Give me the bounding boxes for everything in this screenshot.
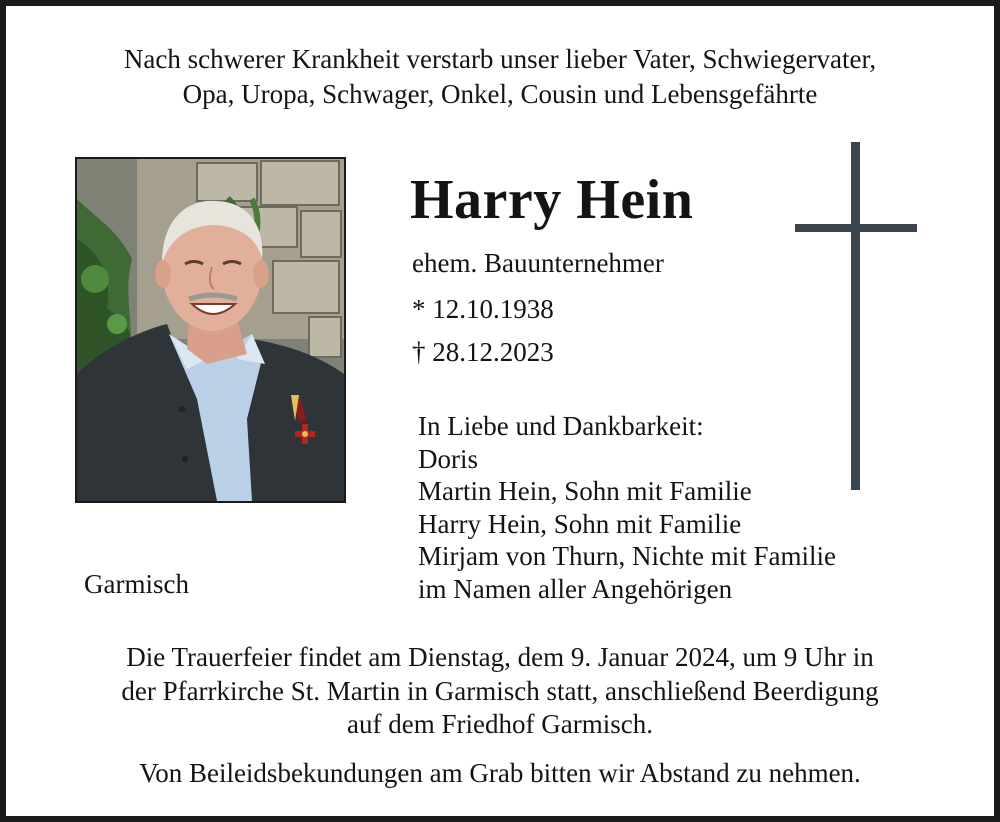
deceased-name: Harry Hein	[410, 169, 694, 231]
intro-line-2: Opa, Uropa, Schwager, Onkel, Cousin und Lebensgefährte	[182, 79, 818, 109]
mourner-name: Doris	[418, 443, 478, 474]
service-line-3: auf dem Friedhof Garmisch.	[347, 709, 653, 739]
mourners-list	[418, 410, 836, 606]
mourner-name: im Namen aller Angehörigen	[418, 573, 733, 604]
funeral-service-text	[40, 641, 960, 742]
mourner-name: Mirjam von Thurn, Nichte mit Familie	[418, 541, 836, 572]
mourner-name: Martin Hein, Sohn mit Familie	[418, 476, 752, 507]
place-name: Garmisch	[84, 569, 189, 599]
portrait-photo	[75, 157, 346, 503]
deceased-profession: ehem. Bauunternehmer	[412, 248, 664, 278]
intro-line-1: Nach schwerer Krankheit verstarb unser lieber Vater, Schwiegervater,	[123, 44, 877, 74]
birth-date: * 12.10.1938	[412, 294, 554, 324]
condolence-notice: Von Beileidsbekundungen am Grab bitten wir Abstand zu nehmen.	[139, 758, 861, 788]
service-line-2: der Pfarrkirche St. Martin in Garmisch statt, anschließend Beerdigung	[121, 675, 879, 706]
intro-text	[20, 42, 980, 112]
service-line-1: Die Trauerfeier findet am Dienstag, dem 9. Januar 2024, um 9 Uhr in	[126, 642, 874, 672]
death-date: † 28.12.2023	[412, 337, 554, 367]
mourners-heading: In Liebe und Dankbarkeit:	[418, 411, 704, 441]
mourner-name: Harry Hein, Sohn mit Familie	[418, 508, 742, 539]
